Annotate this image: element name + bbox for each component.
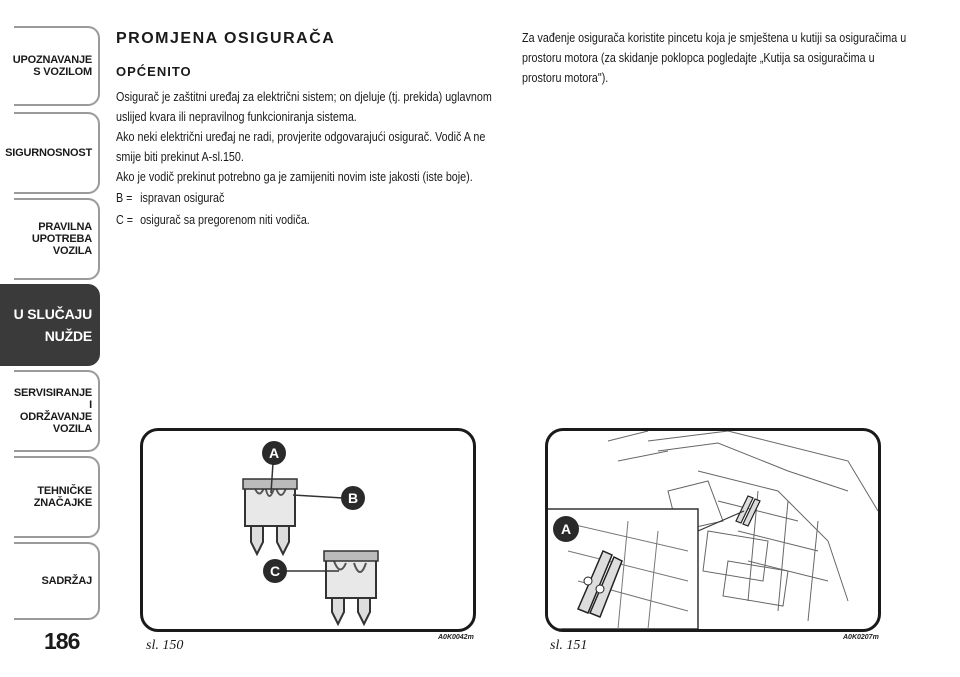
- fuse-blown-icon: [324, 551, 378, 624]
- label-b-marker: [341, 486, 365, 510]
- paragraph-3: Ako je vodič prekinut potrebno ga je zamijeniti novim iste jakosti (iste boje).: [116, 170, 473, 184]
- figure-150: [140, 428, 476, 632]
- figure-151-caption: sl. 151: [550, 638, 588, 653]
- definition-c: [116, 209, 503, 231]
- definition-text: osigurač sa pregorenom niti vodiča.: [140, 213, 310, 227]
- tab-label: SIGURNOSNOST: [5, 147, 92, 159]
- definition-b: [116, 187, 503, 209]
- section-subtitle: OPĆENITO: [116, 64, 192, 79]
- tab-servisiranje[interactable]: [14, 370, 100, 452]
- fuse-box-illustration: [548, 431, 878, 629]
- fuse-illustration: [143, 431, 473, 629]
- fuse-good-icon: [243, 479, 297, 554]
- page-number: 186: [44, 628, 80, 654]
- paragraph-1: Osigurač je zaštitni uređaj za električni sistem; on djeluje (tj. prekida) uglavnom uslijed kvara ili nepravilnog funkcioniranja sistema.: [116, 90, 492, 124]
- tab-label: U SLUČAJU NUŽDE: [13, 306, 92, 344]
- tab-label: UPOZNAVANJE S VOZILOM: [12, 54, 92, 78]
- tab-upoznavanje[interactable]: [14, 26, 100, 106]
- tab-sadrzaj[interactable]: [14, 542, 100, 620]
- tab-sigurnosnost[interactable]: [5, 112, 100, 194]
- figure-151-code: A0K0207m: [843, 634, 879, 641]
- definition-key: B =: [116, 191, 133, 205]
- figure-150-code: A0K0042m: [438, 634, 474, 641]
- tab-label: TEHNIČKE ZNAČAJKE: [33, 485, 92, 509]
- tab-u-slucaju-nuzde[interactable]: [0, 284, 100, 366]
- svg-text:A: A: [268, 445, 280, 461]
- label-a-marker: [262, 441, 286, 465]
- paragraph-right: Za vađenje osigurača koristite pincetu koja je smještena u kutiji sa osiguračima u prostoru motora (za skidanje poklopca pogledajte „Kutija sa osiguračima u prostoru motora").: [522, 31, 907, 85]
- figure-150-caption: sl. 150: [146, 638, 184, 653]
- tab-tehnicke-znacajke[interactable]: [14, 456, 100, 538]
- tab-label: SADRŽAJ: [41, 575, 92, 587]
- left-column: [116, 22, 506, 231]
- label-a-marker: [553, 516, 579, 542]
- right-column: [522, 28, 960, 88]
- tab-pravilna-upotreba[interactable]: [14, 198, 100, 280]
- tab-label: SERVISIRANJE I ODRŽAVANJE VOZILA: [13, 387, 92, 435]
- figure-151: [545, 428, 881, 632]
- svg-text:B: B: [347, 490, 359, 506]
- chapter-sidebar: [0, 0, 110, 677]
- section-title: PROMJENA OSIGURAČA: [116, 30, 336, 47]
- svg-text:A: A: [560, 521, 572, 537]
- definition-text: ispravan osigurač: [140, 191, 225, 205]
- paragraph-2: Ako neki električni uređaj ne radi, provjerite odgovarajući osigurač. Vodič A ne smije biti prekinut A-sl.150.: [116, 130, 486, 164]
- tab-label: PRAVILNA UPOTREBA VOZILA: [31, 221, 92, 257]
- svg-text:C: C: [269, 563, 281, 579]
- definition-key: C =: [116, 213, 134, 227]
- label-c-marker: [263, 559, 287, 583]
